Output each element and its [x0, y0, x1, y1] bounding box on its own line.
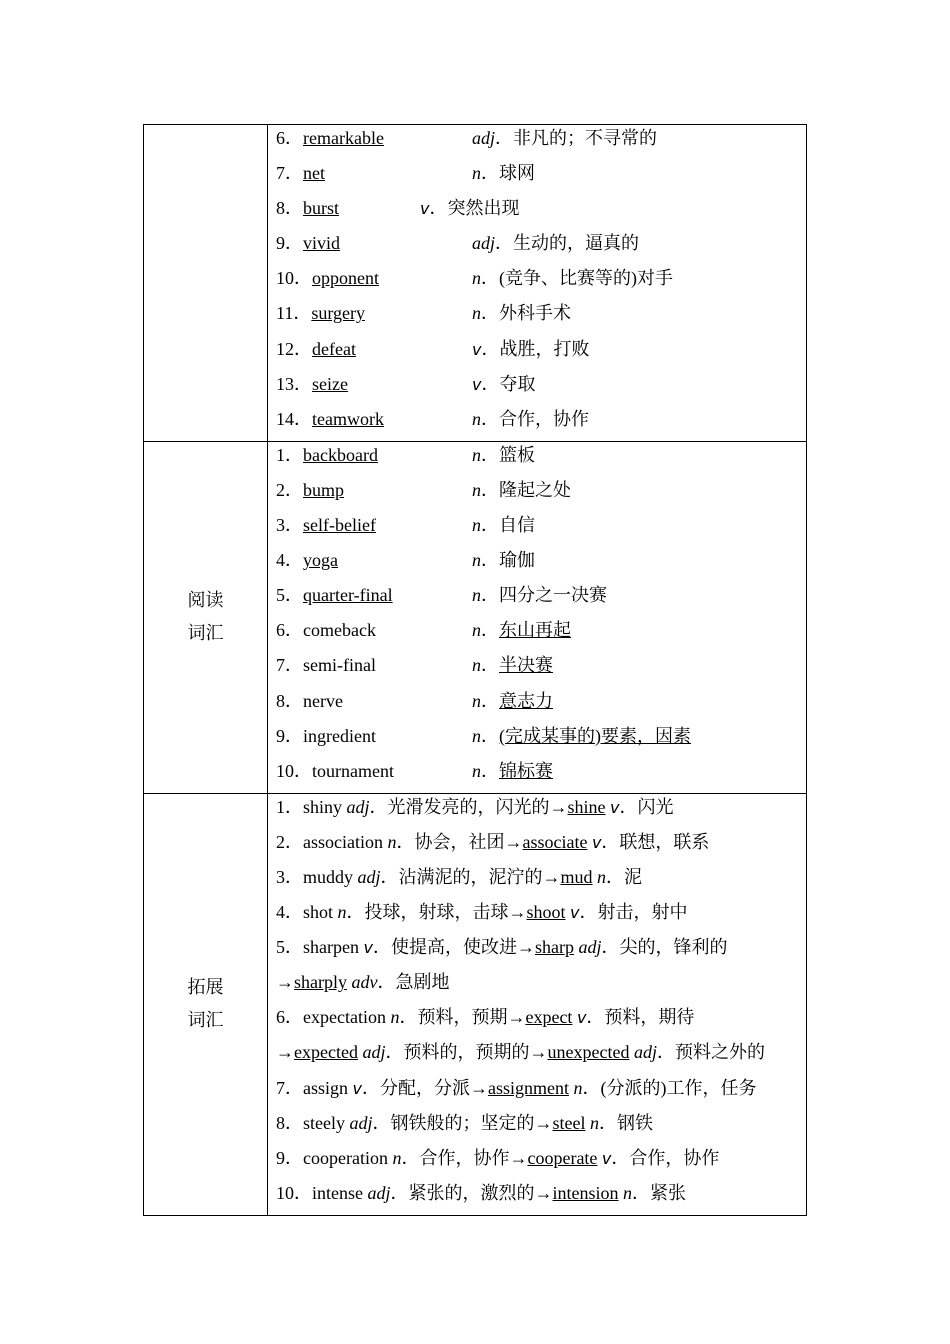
part-of-speech: v [576, 1008, 587, 1028]
entry-definition: n．篮板 [472, 444, 535, 465]
entry-definition: adj．非凡的；不寻常的 [472, 128, 658, 148]
entry-word: bump [303, 479, 345, 500]
entry-meaning: 突然出现 [447, 198, 520, 219]
part-of-speech: n [472, 550, 481, 571]
entry-number: 8． [276, 690, 303, 711]
entry-number: 9． [276, 725, 303, 746]
entry-number: 8． [276, 198, 303, 219]
derivation-text: 3．muddy [276, 866, 358, 887]
derivation-text: ．闪光 [619, 796, 674, 817]
part-of-speech: adj [472, 128, 496, 148]
entry-definition: n．东山再起 [472, 620, 571, 641]
entry-word: semi-final [303, 655, 376, 676]
vocab-entry [276, 195, 806, 230]
vocab-entry [276, 125, 806, 160]
entry-number: 2． [276, 479, 303, 500]
part-of-speech: n [623, 1182, 633, 1203]
derivation-text: ．尖的，锋利的 [601, 937, 728, 958]
entry-meaning: 合作，协作 [499, 408, 589, 429]
part-of-speech: n [387, 831, 397, 852]
category-cell [144, 441, 268, 793]
entry-number: 9． [276, 233, 303, 254]
derivation-text: ．预料的，预期的→ [385, 1042, 548, 1063]
part-of-speech: v [610, 797, 620, 817]
derivation-text: ．联想，联系 [601, 831, 710, 852]
part-of-speech: v [363, 938, 373, 958]
derivation-text: ．钢铁 [599, 1112, 654, 1133]
entry-number: 3． [276, 515, 303, 536]
entry-number: 11． [276, 303, 312, 324]
entry-word: net [303, 163, 325, 184]
part-of-speech: n [472, 268, 481, 289]
part-of-speech: n [392, 1147, 402, 1168]
entry-word: yoga [303, 550, 338, 571]
entry-number: 4． [276, 550, 303, 571]
part-of-speech: n [472, 725, 481, 746]
part-of-speech: n [337, 902, 347, 923]
derived-word: cooperate [527, 1147, 598, 1168]
entry-number: 13． [276, 373, 312, 394]
part-of-speech: v [472, 374, 482, 394]
entry-meaning: (完成某事的)要素，因素 [499, 725, 691, 746]
derivation-text: ．分配，分派→ [361, 1077, 488, 1098]
part-of-speech: adj [349, 1112, 373, 1133]
part-of-speech: n [573, 1077, 583, 1098]
derivation-text: ．射击，射中 [579, 902, 688, 923]
part-of-speech: n [472, 620, 481, 641]
derivation-text: ．合作，协作→ [401, 1147, 528, 1168]
entry-number: 14． [276, 408, 312, 429]
category-label: 拓展 [187, 977, 224, 998]
derivation-text: ．预料之外的 [656, 1042, 765, 1063]
entry-meaning: 自信 [499, 515, 535, 536]
derived-word: associate [522, 831, 588, 852]
part-of-speech: n [472, 515, 481, 536]
part-of-speech: n [472, 690, 481, 711]
derivation-text: 7．assign [276, 1077, 353, 1098]
section-row [144, 125, 807, 442]
part-of-speech: adj [367, 1182, 391, 1203]
entry-number: 10． [276, 760, 312, 781]
vocab-entry [276, 547, 806, 582]
vocab-entry [276, 617, 806, 652]
derivation-text: 9．cooperation [276, 1147, 393, 1168]
entry-word: surgery [311, 303, 366, 324]
part-of-speech: adj [346, 796, 370, 817]
derived-word: expected [294, 1042, 358, 1063]
derivation-line [276, 864, 806, 899]
part-of-speech: v [420, 199, 430, 219]
entry-definition: n．意志力 [472, 690, 553, 711]
derivation-text: 5．sharpen [276, 937, 364, 958]
entry-definition: v．夺取 [472, 373, 536, 394]
derivation-text: ．预料，预期→ [399, 1007, 526, 1028]
vocab-entry [276, 652, 806, 687]
entry-word: burst [303, 198, 339, 219]
derived-word: shoot [526, 902, 566, 923]
derivation-line [276, 899, 806, 934]
entry-word: seize [312, 373, 348, 394]
entry-definition: n．锦标赛 [472, 760, 553, 781]
part-of-speech: n [590, 1112, 600, 1133]
entry-definition: n．(完成某事的)要素，因素 [472, 725, 691, 746]
derivation-text: 10．intense [276, 1182, 368, 1203]
entry-word: self-belief [303, 515, 376, 536]
entry-meaning: 四分之一决赛 [499, 585, 607, 606]
derivation-text: → [276, 1042, 294, 1063]
entry-word: defeat [312, 338, 356, 359]
entry-definition: n．自信 [472, 515, 535, 536]
entry-meaning: 瑜伽 [499, 550, 535, 571]
section-row [144, 441, 807, 793]
category-cell [144, 793, 268, 1215]
items-cell [268, 441, 807, 793]
vocabulary-table-body [144, 125, 807, 1216]
derivation-text: ．光滑发亮的，闪光的→ [369, 796, 568, 817]
derivation-text: ．(分派的)工作，任务 [582, 1077, 757, 1098]
derivation-text: ．使提高，使改进→ [372, 937, 535, 958]
entry-meaning: (竞争、比赛等的)对手 [499, 268, 673, 289]
entry-definition: n．瑜伽 [472, 550, 535, 571]
part-of-speech: adj [578, 937, 602, 958]
vocab-entry [276, 406, 806, 441]
entry-meaning: 外科手术 [499, 303, 571, 324]
derivation-text: ．泥 [606, 866, 643, 887]
entry-number: 7． [276, 655, 303, 676]
entry-meaning: 锦标赛 [499, 760, 553, 781]
entry-meaning: 非凡的；不寻常的 [513, 128, 658, 148]
derivation-line [276, 1110, 806, 1145]
derivation-text: ．合作，协作 [611, 1147, 720, 1168]
part-of-speech: adj [362, 1042, 386, 1063]
part-of-speech: adj [633, 1042, 657, 1063]
derivation-text: ．急剧地 [377, 972, 450, 993]
entry-word: quarter-final [303, 585, 393, 606]
derived-word: mud [560, 866, 593, 887]
part-of-speech: v [472, 339, 482, 359]
vocab-entry [276, 477, 806, 512]
entry-number: 6． [276, 620, 303, 641]
entry-word: vivid [303, 233, 341, 254]
category-label: 词汇 [187, 623, 224, 644]
entry-definition: n．(竞争、比赛等的)对手 [472, 268, 673, 289]
part-of-speech: n [472, 444, 481, 465]
entry-meaning: 夺取 [499, 373, 536, 394]
derivation-text: ．协会，社团→ [396, 831, 523, 852]
derivation-line [276, 1075, 806, 1110]
entry-meaning: 意志力 [499, 690, 553, 711]
entry-word: backboard [303, 444, 378, 465]
vocab-entry [276, 512, 806, 547]
entry-word: comeback [303, 620, 376, 641]
derivation-line [276, 829, 806, 864]
entry-definition: n．四分之一决赛 [472, 585, 607, 606]
entry-word: remarkable [303, 128, 384, 148]
entry-number: 1． [276, 444, 303, 465]
entry-number: 5． [276, 585, 303, 606]
derivation-text: 6．expectation [276, 1007, 391, 1028]
entry-meaning: 篮板 [499, 444, 535, 465]
vocab-entry [276, 582, 806, 617]
entry-definition: n．隆起之处 [472, 479, 571, 500]
items-cell [268, 793, 807, 1215]
entry-definition: adj．生动的，逼真的 [472, 233, 640, 254]
vocab-entry [276, 371, 806, 406]
vocab-entry [276, 300, 806, 335]
part-of-speech: n [597, 866, 607, 887]
derivation-text: 4．shot [276, 902, 338, 923]
vocab-entry [276, 265, 806, 300]
entry-meaning: 球网 [499, 163, 535, 184]
derivation-line [276, 1039, 806, 1074]
derived-word: shine [567, 796, 606, 817]
derivation-line [276, 794, 806, 829]
derivation-line [276, 934, 806, 969]
entry-definition: n．半决赛 [472, 655, 553, 676]
section-row [144, 793, 807, 1215]
entry-definition: n．球网 [472, 163, 535, 184]
part-of-speech: v [352, 1078, 362, 1098]
entry-number: 10． [276, 268, 312, 289]
vocabulary-table [143, 124, 807, 1216]
items-cell [268, 125, 807, 442]
category-label: 阅读 [187, 590, 224, 611]
derived-word: assignment [487, 1077, 569, 1098]
part-of-speech: n [390, 1007, 400, 1028]
vocab-entry [276, 758, 806, 793]
part-of-speech: adj [357, 866, 381, 887]
vocab-entry [276, 230, 806, 265]
entry-word: opponent [312, 268, 379, 289]
entry-word: tournament [312, 760, 394, 781]
part-of-speech: n [472, 479, 481, 500]
category-label: 词汇 [187, 1010, 224, 1031]
derived-word: sharply [294, 972, 347, 993]
entry-definition: n．合作，协作 [472, 408, 589, 429]
entry-meaning: 战胜，打败 [499, 338, 590, 359]
part-of-speech: v [591, 832, 602, 852]
derivation-text: ．钢铁般的；坚定的→ [372, 1112, 553, 1133]
vocab-entry [276, 336, 806, 371]
vocab-entry [276, 442, 806, 477]
entry-word: teamwork [312, 408, 384, 429]
entry-meaning: 隆起之处 [499, 479, 571, 500]
derived-word: intension [552, 1182, 619, 1203]
part-of-speech: adv [351, 972, 378, 993]
part-of-speech: adj [472, 233, 496, 254]
entry-word: ingredient [303, 725, 376, 746]
derived-word: expect [525, 1007, 573, 1028]
derived-word: sharp [534, 937, 574, 958]
derivation-text: ．沾满泥的，泥泞的→ [380, 866, 561, 887]
derivation-text: ．紧张 [632, 1182, 687, 1203]
vocab-entry [276, 160, 806, 195]
derivation-line [276, 1180, 806, 1215]
entry-definition: v．战胜，打败 [472, 338, 590, 359]
part-of-speech: v [570, 903, 580, 923]
entry-number: 7． [276, 163, 303, 184]
entry-word: nerve [303, 690, 343, 711]
part-of-speech: n [472, 303, 481, 324]
derivation-text: ．预料，期待 [586, 1007, 695, 1028]
derivation-text: 1．shiny [276, 796, 347, 817]
part-of-speech: n [472, 408, 481, 429]
part-of-speech: n [472, 655, 481, 676]
part-of-speech: n [472, 163, 481, 184]
part-of-speech: n [472, 760, 481, 781]
derivation-line [276, 1145, 806, 1180]
derived-word: steel [552, 1112, 586, 1133]
vocab-entry [276, 723, 806, 758]
entry-meaning: 生动的，逼真的 [513, 233, 640, 254]
derivation-text: ．紧张的，激烈的→ [390, 1182, 553, 1203]
entry-definition: v．突然出现 [420, 198, 520, 219]
entry-number: 6． [276, 128, 303, 148]
derivation-text: → [276, 972, 294, 993]
entry-meaning: 东山再起 [499, 620, 571, 641]
category-cell [144, 125, 268, 442]
entry-number: 12． [276, 338, 312, 359]
derivation-text: ．投球，射球，击球→ [346, 902, 527, 923]
part-of-speech: v [601, 1148, 612, 1168]
part-of-speech: n [472, 585, 481, 606]
derivation-text: 8．steely [276, 1112, 350, 1133]
derivation-text: 2．association [276, 831, 388, 852]
entry-definition: n．外科手术 [472, 303, 571, 324]
derivation-line [276, 1004, 806, 1039]
derivation-line [276, 969, 806, 1004]
vocab-entry [276, 688, 806, 723]
entry-meaning: 半决赛 [499, 655, 553, 676]
derived-word: unexpected [547, 1042, 630, 1063]
